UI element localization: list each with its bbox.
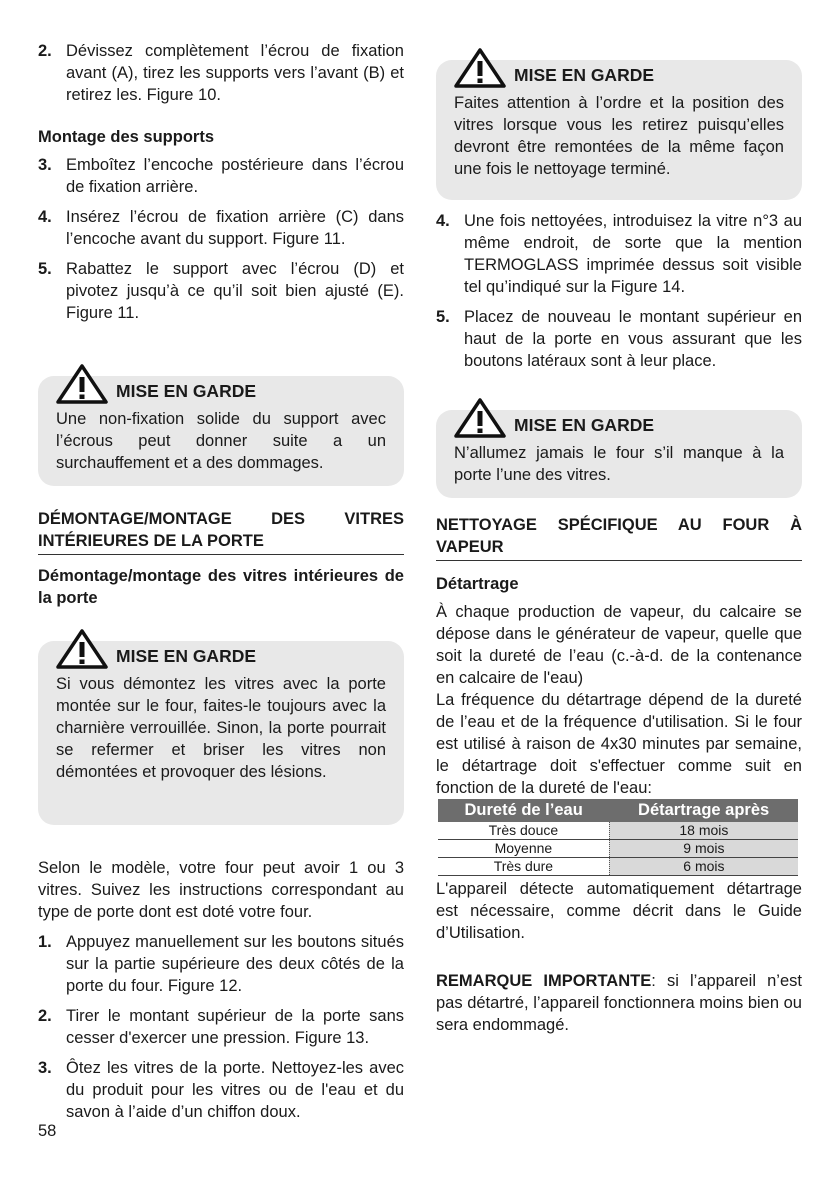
step-number: 5. xyxy=(38,260,52,278)
table-cell: Très dure xyxy=(438,858,609,876)
list-item xyxy=(436,306,802,372)
table-row xyxy=(438,858,798,876)
warning-triangle-icon xyxy=(454,398,506,438)
warning-title: MISE EN GARDE xyxy=(514,415,655,435)
paragraph: L'appareil détecte automatiquement détartrage est nécessaire, comme décrit dans le Guide d’Utilisation. xyxy=(436,880,802,942)
left-column xyxy=(38,40,404,1131)
list-item xyxy=(38,1057,404,1123)
important-remark xyxy=(436,970,802,1036)
warning-header xyxy=(56,364,386,404)
table-header-row xyxy=(438,799,798,822)
warning-title: MISE EN GARDE xyxy=(116,646,257,666)
warning-box xyxy=(38,376,404,486)
step-text: Une fois nettoyées, introduisez la vitre n°3 au même endroit, de sorte que la mention TERMOGLASS imprimée dessus soit visible tel qu’indiqué sur la Figure 14. xyxy=(464,212,802,296)
subsection-title: Démontage/montage des vitres intérieures de la porte xyxy=(38,567,404,607)
warning-title: MISE EN GARDE xyxy=(116,381,257,401)
step-number: 2. xyxy=(38,42,52,60)
step-number: 3. xyxy=(38,1059,52,1077)
list-item xyxy=(38,1005,404,1049)
paragraph: La fréquence du détartrage dépend de la dureté de l’eau et de la fréquence d'utilisation. Si le four est utilisé à raison de 4x30 minutes par semaine, le détartrage doit s'effectuer comme suit en fonction de la dureté de l'eau: xyxy=(436,691,802,797)
paragraph: À chaque production de vapeur, du calcaire se dépose dans le générateur de vapeur, quelle que soit la dureté de l’eau (c.-à-d. de la contenance en calcaire de l'eau) xyxy=(436,603,802,687)
table-cell: 6 mois xyxy=(609,858,798,876)
table-cell: 9 mois xyxy=(609,840,798,858)
page-number: 58 xyxy=(38,1122,57,1140)
warning-triangle-icon xyxy=(56,364,108,404)
section-title: DÉMONTAGE/MONTAGE DES VITRES INTÉRIEURES DE LA PORTE xyxy=(38,508,404,555)
warning-title: MISE EN GARDE xyxy=(514,65,655,85)
remark-label: REMARQUE IMPORTANTE xyxy=(436,972,652,990)
warning-header xyxy=(454,398,784,438)
right-column xyxy=(436,40,802,1036)
table-row xyxy=(438,822,798,840)
table-header-cell: Dureté de l’eau xyxy=(438,799,609,822)
warning-text: Faites attention à l’ordre et la position des vitres lorsque vous les retirez puisqu’elles devront être remontées de la même façon une fois le nettoyage terminé. xyxy=(454,94,784,178)
intro-paragraph: Selon le modèle, votre four peut avoir 1 ou 3 vitres. Suivez les instructions correspondant au type de porte dont est doté votre four. xyxy=(38,859,404,921)
list-item xyxy=(436,210,802,298)
warning-text: N’allumez jamais le four s’il manque à la porte l’une des vitres. xyxy=(454,444,784,484)
step-number: 2. xyxy=(38,1007,52,1025)
list-item xyxy=(38,206,404,250)
step-text: Ôtez les vitres de la porte. Nettoyez-les avec du produit pour les vitres ou de l'eau et du savon à l’aide d’un chiffon doux. xyxy=(66,1059,404,1121)
table-header-cell: Détartrage après xyxy=(609,799,798,822)
warning-box xyxy=(436,410,802,498)
warning-triangle-icon xyxy=(56,629,108,669)
step-text: Rabattez le support avec l’écrou (D) et pivotez jusqu’à ce qu’il soit bien ajusté (E). Figure 11. xyxy=(66,260,404,322)
step-number: 1. xyxy=(38,933,52,951)
list-item xyxy=(38,931,404,997)
list-item xyxy=(38,258,404,324)
warning-text: Si vous démontez les vitres avec la porte montée sur le four, faites-le toujours avec la charnière verrouillée. Sinon, la porte pourrait se refermer et briser les vitres non démontées et provoquer des lésions. xyxy=(56,675,386,781)
step-number: 3. xyxy=(38,156,52,174)
step-text: Tirer le montant supérieur de la porte sans cesser d'exercer une pression. Figure 13. xyxy=(66,1007,404,1047)
list-item xyxy=(38,154,404,198)
warning-header xyxy=(56,629,386,669)
step-number: 4. xyxy=(436,212,450,230)
table-row xyxy=(438,840,798,858)
descaling-table xyxy=(438,799,798,876)
remark-text: : si l’appareil n’est pas détartré, l’appareil fonctionnera moins bien ou sera endommagé. xyxy=(436,972,802,1034)
table-cell: Très douce xyxy=(438,822,609,840)
section-title: NETTOYAGE SPÉCIFIQUE AU FOUR À VAPEUR xyxy=(436,514,802,561)
subsection-title: Détartrage xyxy=(436,575,519,593)
warning-box xyxy=(38,641,404,825)
table-cell: Moyenne xyxy=(438,840,609,858)
table-cell: 18 mois xyxy=(609,822,798,840)
warning-header xyxy=(454,48,784,88)
step-text: Insérez l’écrou de fixation arrière (C) dans l’encoche avant du support. Figure 11. xyxy=(66,208,404,248)
step-number: 5. xyxy=(436,308,450,326)
montage-title: Montage des supports xyxy=(38,128,215,146)
warning-box xyxy=(436,60,802,200)
step-text: Dévissez complètement l’écrou de fixation avant (A), tirez les supports vers l’avant (B) et retirez les. Figure 10. xyxy=(66,42,404,104)
list-item xyxy=(38,40,404,106)
step-text: Placez de nouveau le montant supérieur en haut de la porte en vous assurant que les boutons latéraux sont à leur place. xyxy=(464,308,802,370)
step-text: Emboîtez l’encoche postérieure dans l’écrou de fixation arrière. xyxy=(66,156,404,196)
step-text: Appuyez manuellement sur les boutons situés sur la partie supérieure des deux côtés de la porte du four. Figure 12. xyxy=(66,933,404,995)
warning-triangle-icon xyxy=(454,48,506,88)
warning-text: Une non-fixation solide du support avec l’écrous peut donner suite a un surchauffement et a des dommages. xyxy=(56,410,386,472)
step-number: 4. xyxy=(38,208,52,226)
